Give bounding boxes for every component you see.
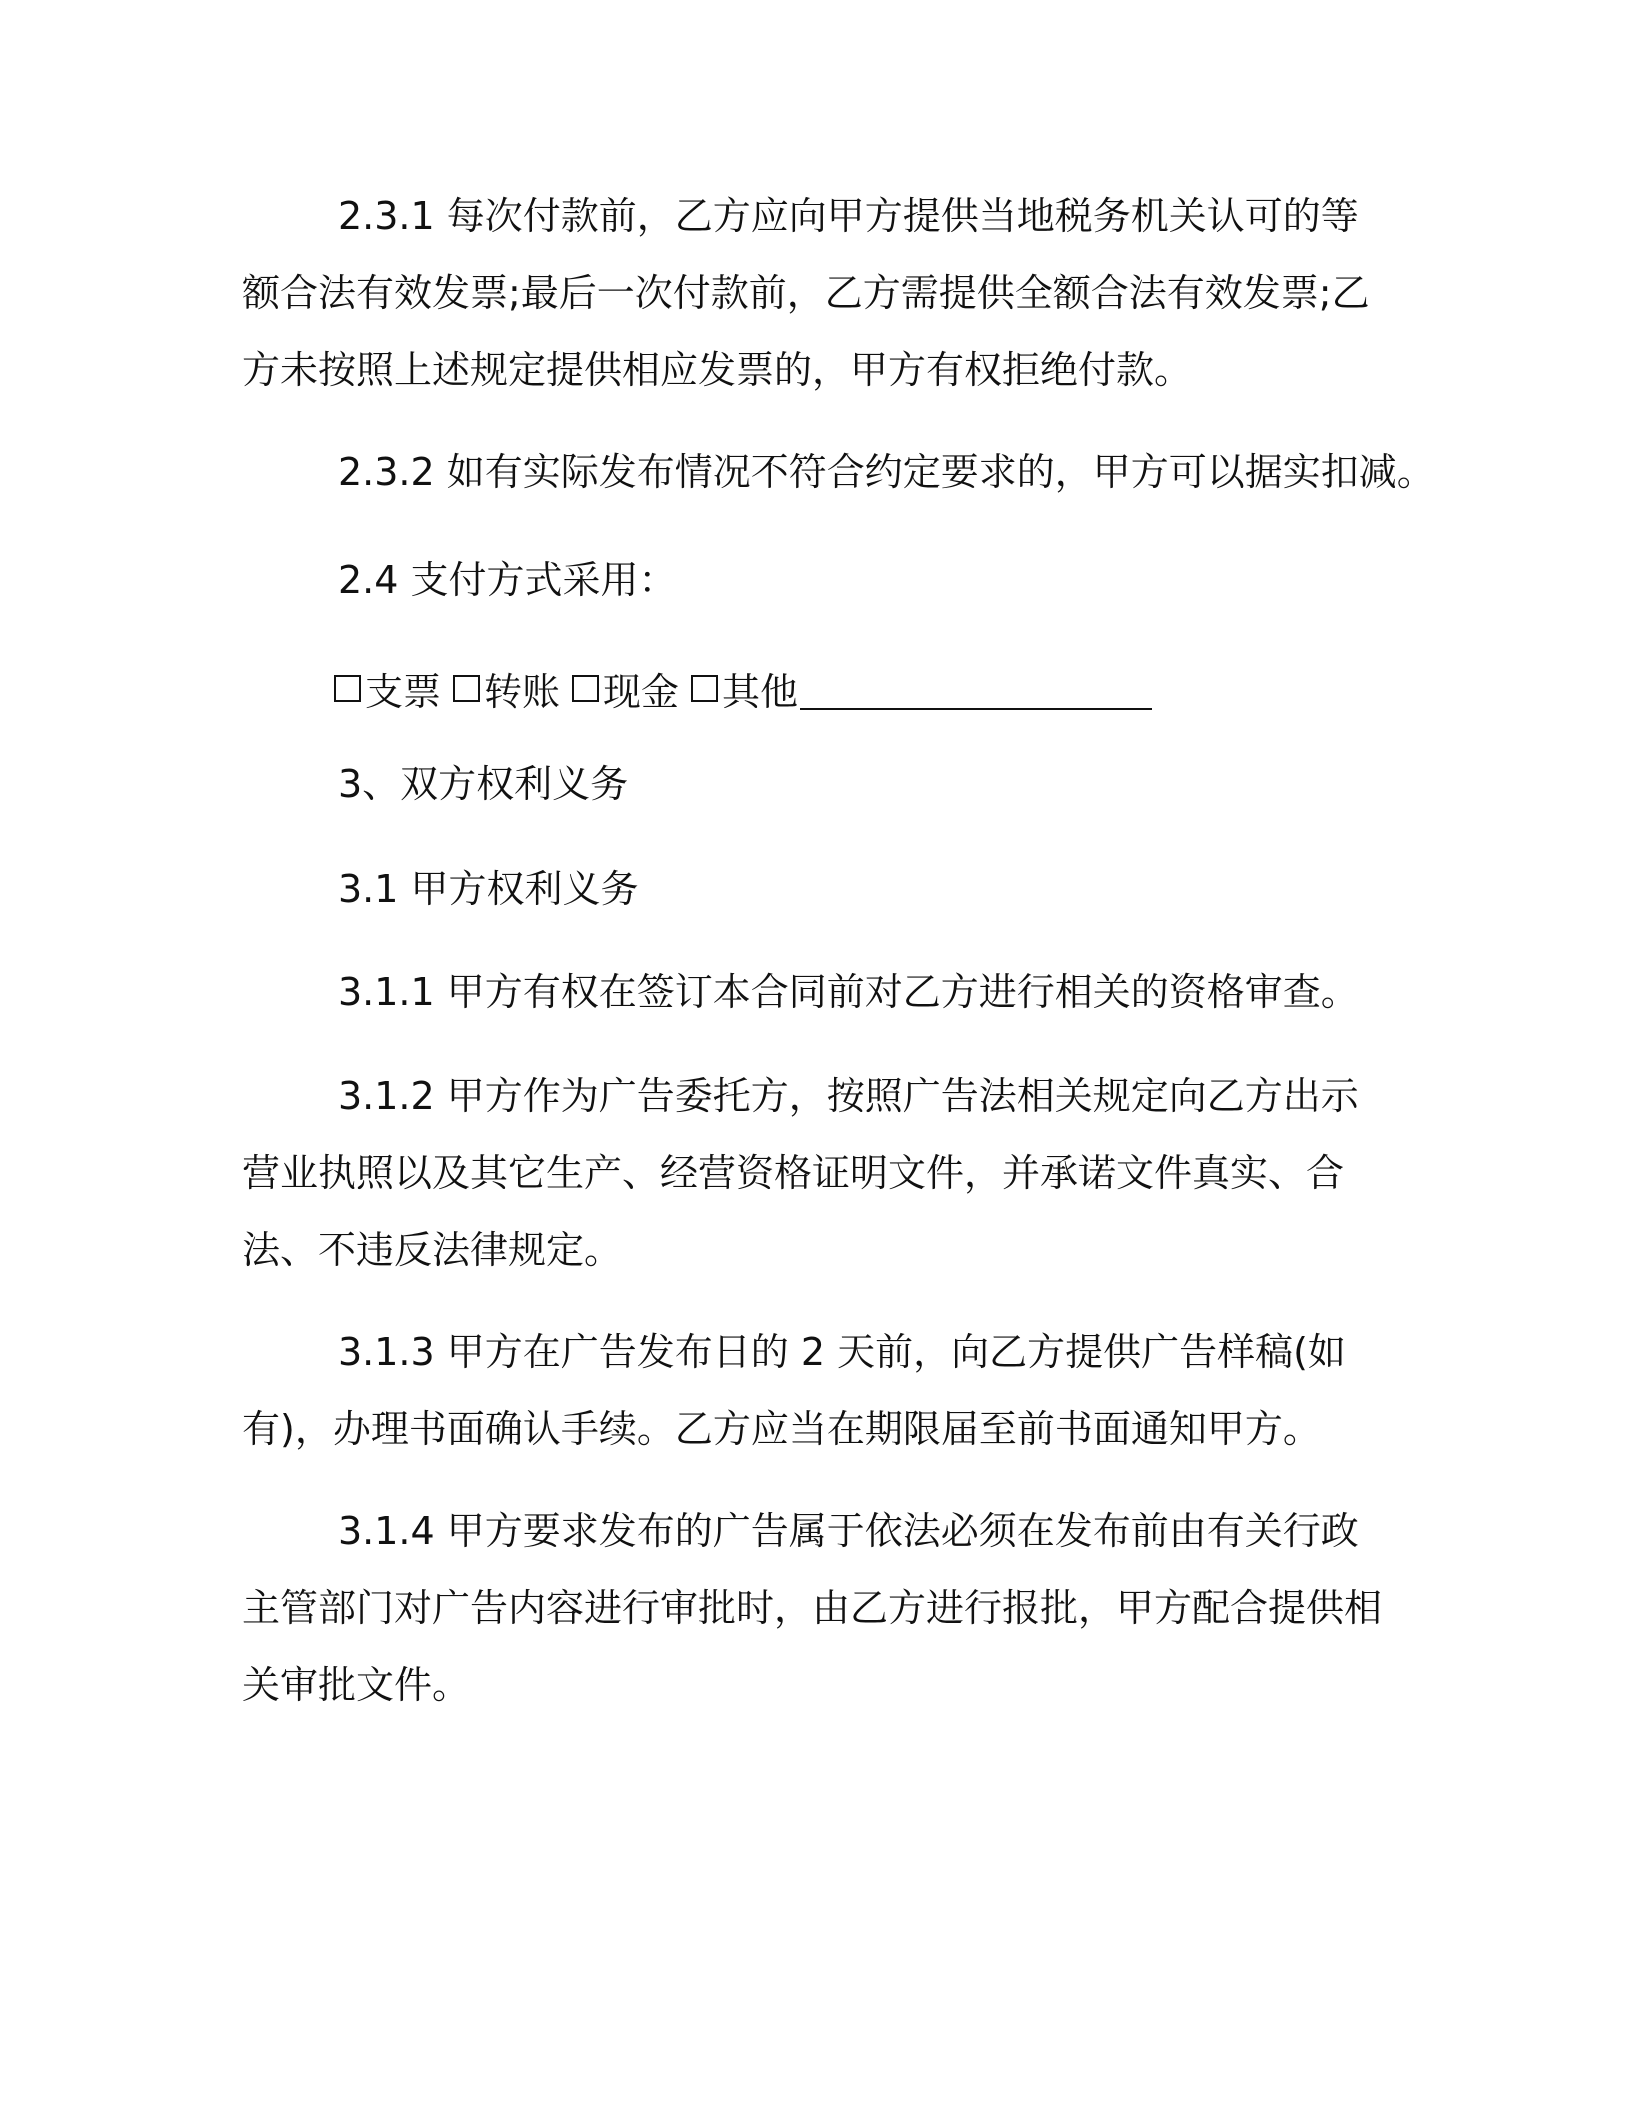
checkbox-icon[interactable] bbox=[453, 675, 480, 702]
clause-2-3-2: 2.3.2 如有实际发布情况不符合约定要求的，甲方可以据实扣减。 bbox=[338, 450, 1435, 494]
checkbox-icon[interactable] bbox=[572, 675, 599, 702]
payment-option-label: 现金 bbox=[603, 670, 680, 714]
clause-2-3-1: 2.3.1 每次付款前，乙方应向甲方提供当地税务机关认可的等额合法有效发票;最后一次付款前，乙方需提供全额合法有效发票;乙方未按照上述规定提供相应发票的，甲方有权拒绝付款。 bbox=[242, 194, 1370, 392]
clause-3-1-2: 3.1.2 甲方作为广告委托方，按照广告法相关规定向乙方出示营业执照以及其它生产、经营资格证明文件，并承诺文件真实、合法、不违反法律规定。 bbox=[242, 1074, 1359, 1272]
clause-2-4: 2.4 支付方式采用： bbox=[338, 558, 677, 602]
clause-3-1-4: 3.1.4 甲方要求发布的广告属于依法必须在发布前由有关行政主管部门对广告内容进行审批时，由乙方进行报批，甲方配合提供相关审批文件。 bbox=[242, 1509, 1383, 1707]
payment-option-cash[interactable] bbox=[572, 661, 679, 716]
section-3-1-heading: 3.1 甲方权利义务 bbox=[338, 867, 639, 911]
other-fill-in-blank[interactable] bbox=[800, 668, 1152, 710]
payment-option-label: 支票 bbox=[365, 670, 442, 714]
payment-option-transfer[interactable] bbox=[453, 661, 560, 716]
payment-option-label: 其他 bbox=[722, 670, 799, 714]
payment-option-other[interactable] bbox=[691, 661, 1152, 716]
payment-method-options bbox=[334, 650, 1164, 727]
clause-3-1-1: 3.1.1 甲方有权在签订本合同前对乙方进行相关的资格审查。 bbox=[338, 970, 1359, 1014]
payment-option-check[interactable] bbox=[334, 661, 441, 716]
checkbox-icon[interactable] bbox=[334, 675, 361, 702]
checkbox-icon[interactable] bbox=[691, 675, 718, 702]
clause-3-1-3: 3.1.3 甲方在广告发布日的 2 天前，向乙方提供广告样稿(如有)，办理书面确认手续。乙方应当在期限届至前书面通知甲方。 bbox=[242, 1330, 1346, 1451]
payment-option-label: 转账 bbox=[484, 670, 561, 714]
section-3-heading: 3、双方权利义务 bbox=[338, 762, 629, 806]
